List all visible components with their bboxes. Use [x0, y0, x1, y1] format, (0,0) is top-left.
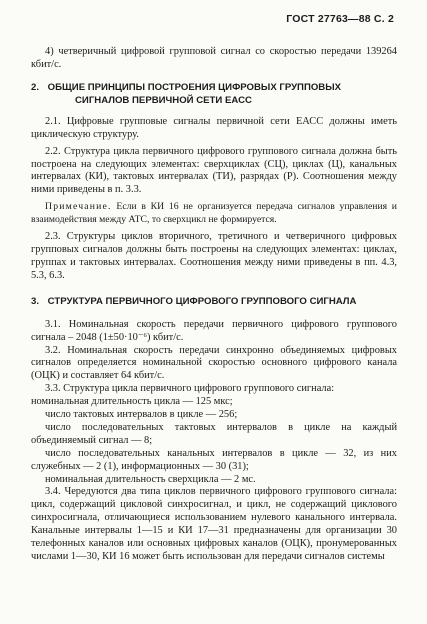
section-2-title-line1: ОБЩИЕ ПРИНЦИПЫ ПОСТРОЕНИЯ ЦИФРОВЫХ ГРУППОВЫХ	[47, 81, 342, 93]
paragraph-3-1: 3.1. Номинальная скорость передачи первичного цифрового группового сигнала – 2048 (1±50·10⁻⁶) кбит/с.	[31, 318, 397, 343]
section-2-title-line2: СИГНАЛОВ ПЕРВИЧНОЙ СЕТИ ЕАСС	[75, 94, 252, 106]
paragraph-2-2: 2.2. Структура цикла первичного цифрового группового сигнала должна быть построена на следующих элементах: сверхциклах (СЦ), циклах (Ц), канальных интервалах (КИ), тактовых интервалах (ТИ), разрядах (Р). Соотношения между ними приведены в п. 3.3.	[31, 145, 397, 196]
paragraph-3-3-cycle-duration: номинальная длительность цикла — 125 мкс;	[31, 396, 233, 408]
section-2-heading	[31, 81, 397, 107]
paragraph-3-3-intervals-per-signal: число последовательных тактовых интервалов в цикле на каждый объединяемый сигнал — 8;	[31, 421, 397, 446]
section-3-number: 3.	[31, 295, 40, 307]
paragraph-3-4: 3.4. Чередуются два типа циклов первичного цифрового группового сигнала: цикл, содержащий цикловой синхросигнал, и цикл, не содержащий циклового синхросигнала, отличающиеся использованием нулевого канального интервала. Канальные интервалы 1—15 и КИ 17—31 предназначены для организации 30 телефонных каналов или основных цифровых каналов (ОЦК), пронумерованных числами 1—30, КИ 16 может быть использован для передачи сигналов системы	[31, 486, 397, 562]
paragraph-item-4: 4) четверичный цифровой групповой сигнал со скоростью передачи 139264 кбит/с.	[31, 46, 397, 70]
paragraph-3-3-clock-intervals: число тактовых интервалов в цикле — 256;	[45, 409, 238, 421]
paragraph-3-3-supercycle-duration: номинальная длительность сверхцикла — 2 мс.	[45, 473, 256, 485]
paragraph-3-3-channel-intervals: число последовательных канальных интервалов в цикле — 32, из них служебных — 2 (1), информационных — 30 (31);	[31, 447, 397, 472]
section-2-number: 2.	[31, 81, 40, 93]
section-3-title: СТРУКТУРА ПЕРВИЧНОГО ЦИФРОВОГО ГРУППОВОГО СИГНАЛА	[47, 295, 357, 307]
note-text: Если в КИ 16 не организуется передача сигналов управления и взаимодействия между АТС, то сверхцикл не формируется.	[31, 201, 397, 225]
running-head: ГОСТ 27763—88 С. 2	[286, 13, 394, 25]
paragraph-3-2: 3.2. Номинальная скорость передачи синхронно объединяемых цифровых сигналов определяется номинальной скоростью основного цифрового канала (ОЦК) и составляет 64 кбит/с.	[31, 344, 397, 382]
note-paragraph	[31, 201, 397, 226]
paragraph-2-3: 2.3. Структуры циклов вторичного, третичного и четверичного цифровых групповых сигналов должны быть построены на следующих элементах: циклах, группах и тактовых интервалах. Соотношения между ними приведены в пп. 4.3, 5.3, 6.3.	[31, 231, 397, 281]
section-3-heading	[31, 295, 397, 308]
paragraph-2-1: 2.1. Цифровые групповые сигналы первичной сети ЕАСС должны иметь циклическую структуру.	[31, 115, 397, 140]
note-label: Примечание.	[45, 201, 112, 213]
page-body	[31, 46, 397, 564]
paragraph-3-3: 3.3. Структура цикла первичного цифрового группового сигнала:	[45, 383, 335, 395]
